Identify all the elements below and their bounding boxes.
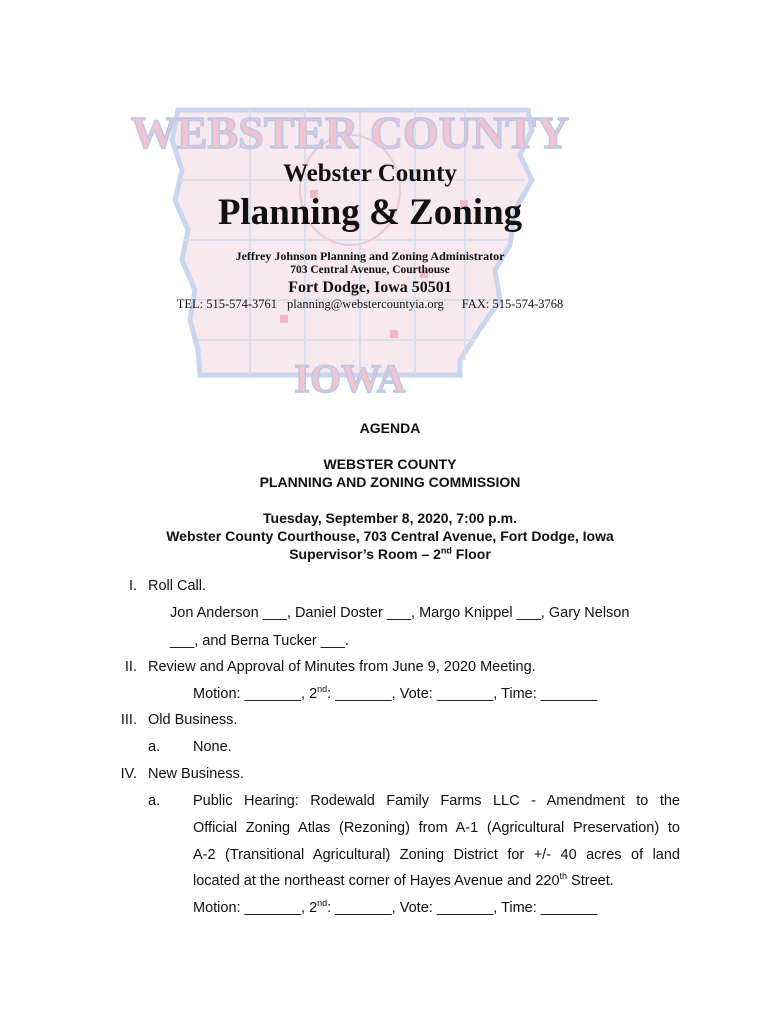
motion-text: Motion: _______, 2 xyxy=(193,900,318,916)
hearing-line-2: Official Zoning Atlas (Rezoning) from A-1 (Agricultural Preservation) to xyxy=(193,820,680,836)
hearing-text: located at the northeast corner of Hayes Avenue and 220 xyxy=(193,873,560,889)
hearing-line-1: Public Hearing: Rodewald Family Farms LLC - Amendment to the xyxy=(193,793,680,809)
motion-rest: : _______, Vote: _______, Time: _______ xyxy=(327,686,598,702)
phone-number: TEL: 515-574-3761 xyxy=(176,297,278,311)
hearing-line-3: A-2 (Transitional Agricultural) Zoning District for +/- 40 acres of land xyxy=(193,847,680,863)
org-name: WEBSTER COUNTY xyxy=(323,456,457,472)
motion-line xyxy=(193,686,597,702)
hearing-sup: th xyxy=(559,871,568,882)
meeting-date: Tuesday, September 8, 2020, 7:00 p.m. xyxy=(263,510,517,526)
motion-rest: : _______, Vote: _______, Time: _______ xyxy=(327,900,598,916)
room-floor: Floor xyxy=(451,546,491,562)
motion-text: Motion: _______, 2 xyxy=(193,686,318,702)
item-number: I. xyxy=(128,578,137,594)
item-title-old-business: Old Business. xyxy=(148,712,238,728)
sub-item-letter: a. xyxy=(148,793,161,809)
agenda-heading: AGENDA xyxy=(359,420,421,436)
letterhead-city: Fort Dodge, Iowa 50501 xyxy=(288,279,452,296)
meeting-place: Webster County Courthouse, 703 Central Avenue, Fort Dodge, Iowa xyxy=(166,528,614,544)
item-number: II. xyxy=(124,659,137,675)
hearing-line-4 xyxy=(193,873,614,889)
item-title-roll-call: Roll Call. xyxy=(148,578,207,594)
item-title-new-business: New Business. xyxy=(148,766,244,782)
sub-item-text: None. xyxy=(193,739,232,755)
fax-number: FAX: 515-574-3768 xyxy=(461,297,564,311)
motion-line xyxy=(193,900,597,916)
item-title-minutes: Review and Approval of Minutes from June 9, 2020 Meeting. xyxy=(148,659,536,675)
item-number: IV. xyxy=(120,766,137,782)
letterhead-county: Webster County xyxy=(283,160,457,187)
room-sup: nd xyxy=(440,545,452,556)
logo-word-top: WEBSTER COUNTY xyxy=(130,107,570,158)
commission-name: PLANNING AND ZONING COMMISSION xyxy=(259,474,521,490)
webster-county-iowa-logo xyxy=(130,70,570,401)
room-text: Supervisor’s Room – 2 xyxy=(289,546,441,562)
letterhead-title: Planning & Zoning xyxy=(217,192,523,233)
sub-item-letter: a. xyxy=(148,739,161,755)
roll-call-members: Jon Anderson ___, Daniel Doster ___, Margo Knippel ___, Gary Nelson xyxy=(170,605,630,621)
logo-word-bottom: IOWA xyxy=(294,356,406,401)
meeting-room xyxy=(0,546,780,562)
email-link[interactable]: planning@webstercountyia.org xyxy=(287,297,444,311)
letterhead-contact xyxy=(0,297,740,312)
roll-call-members-cont: ___, and Berna Tucker ___. xyxy=(170,633,349,649)
item-number: III. xyxy=(120,712,137,728)
motion-sup: nd xyxy=(317,898,328,909)
hearing-end: Street. xyxy=(567,873,614,889)
motion-sup: nd xyxy=(317,684,328,695)
letterhead-admin: Jeffrey Johnson Planning and Zoning Administrator xyxy=(235,249,505,263)
letterhead-address: 703 Central Avenue, Courthouse xyxy=(290,264,450,276)
